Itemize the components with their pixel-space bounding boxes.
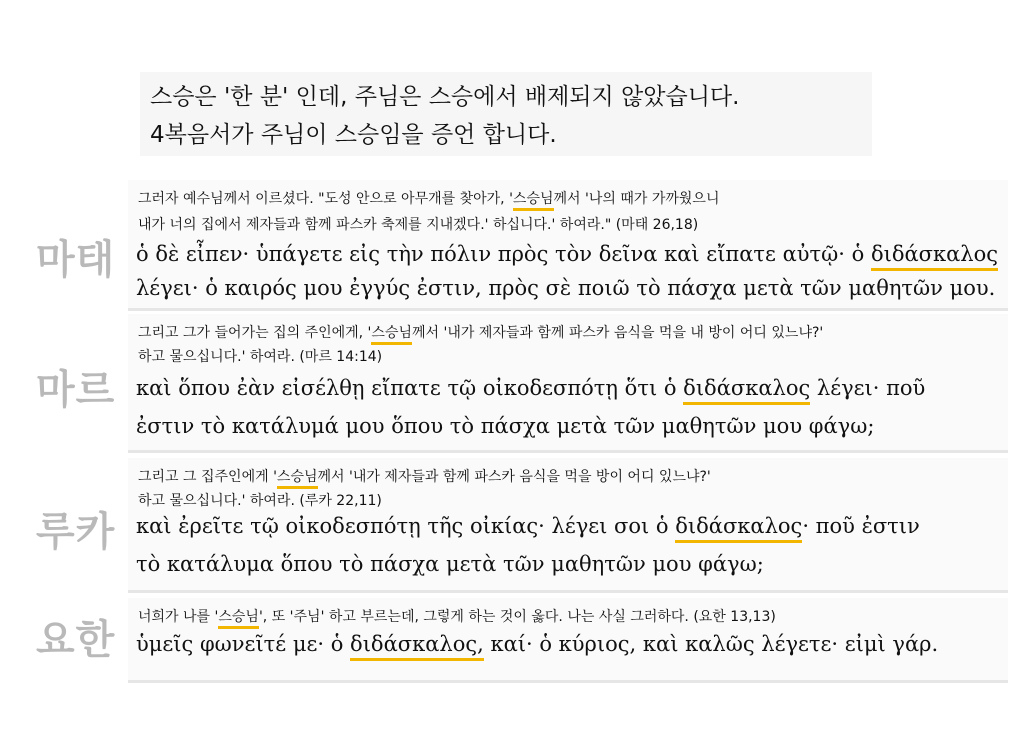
label-luke: 루카 — [36, 509, 116, 555]
highlight-teacher-korean: 스승님 — [513, 191, 554, 211]
matthew-greek-line-1: ὁ δὲ εἶπεν· ὑπάγετε εἰς τὴν πόλιν πρὸς τὸν δεῖνα καὶ εἴπατε αὐτῷ· ὁ διδάσκαλος — [136, 242, 998, 266]
matthew-korean-line-2: 내가 너의 집에서 제자들과 함께 파스카 축제를 지내겠다.' 하십니다.' 하여라." (마태 26,18) — [138, 217, 699, 233]
luke-korean-line-1: 그리고 그 집주인에게 '스승님께서 '내가 제자들과 함께 파스카 음식을 먹을 방이 어디 있느냐?' — [138, 466, 711, 486]
header-box — [140, 72, 872, 156]
highlight-didaskalos: διδάσκαλος — [871, 242, 998, 271]
mark-greek-line-1: καὶ ὅπου ἐὰν εἰσέλθῃ εἴπατε τῷ οἰκοδεσπότῃ ὅτι ὁ διδάσκαλος λέγει· ποῦ — [136, 376, 925, 400]
luke-greek-line-2: τὸ κατάλυμα ὅπου τὸ πάσχα μετὰ τῶν μαθητῶν μου φάγω; — [136, 552, 764, 576]
mark-korean-line-1: 그리고 그가 들어가는 집의 주인에게, '스승님께서 '내가 제자들과 함께 파스카 음식을 먹을 내 방이 어디 있느냐?' — [138, 322, 823, 342]
luke-greek-line-1: καὶ ἐρεῖτε τῷ οἰκοδεσπότῃ τῆς οἰκίας· λέγει σοι ὁ διδάσκαλος· ποῦ ἐστιν — [136, 514, 920, 538]
highlight-didaskalos: διδάσκαλος — [675, 514, 802, 543]
john-greek-line-1: ὑμεῖς φωνεῖτέ με· ὁ διδάσκαλος, καί· ὁ κύριος, καὶ καλῶς λέγετε· εἰμὶ γάρ. — [136, 632, 938, 656]
mark-greek-line-2: ἐστιν τὸ κατάλυμά μου ὅπου τὸ πάσχα μετὰ τῶν μαθητῶν μου φάγω; — [136, 414, 875, 438]
matthew-korean-line-1: 그러자 예수님께서 이르셨다. "도성 안으로 아무개를 찾아가, '스승님께서 '나의 때가 가까웠으니 — [138, 188, 719, 208]
john-korean-line-1: 너희가 나를 '스승님', 또 '주님' 하고 부르는데, 그렇게 하는 것이 옳다. 나는 사실 그러하다. (요한 13,13) — [138, 606, 776, 626]
label-mark: 마르 — [36, 367, 116, 413]
highlight-teacher-korean: 스승님 — [277, 469, 318, 489]
verse-block-luke — [128, 458, 1008, 593]
header-line-2: 4복음서가 주님이 스승임을 증언 합니다. — [150, 122, 557, 148]
highlight-didaskalos: διδάσκαλος, — [350, 632, 484, 661]
label-john: 요한 — [36, 617, 116, 663]
header-line-1: 스승은 '한 분' 인데, 주님은 스승에서 배제되지 않았습니다. — [150, 84, 740, 110]
verse-block-mark — [128, 314, 1008, 453]
label-matthew: 마태 — [36, 237, 116, 283]
verse-block-matthew — [128, 180, 1008, 311]
mark-korean-line-2: 하고 물으십니다.' 하여라. (마르 14:14) — [138, 349, 383, 365]
luke-korean-line-2: 하고 물으십니다.' 하여라. (루카 22,11) — [138, 493, 382, 509]
highlight-didaskalos: διδάσκαλος — [683, 376, 810, 405]
verse-block-john — [128, 598, 1008, 683]
matthew-greek-line-2: λέγει· ὁ καιρός μου ἐγγύς ἐστιν, πρὸς σὲ ποιῶ τὸ πάσχα μετὰ τῶν μαθητῶν μου. — [136, 276, 996, 300]
highlight-teacher-korean: 스승님 — [218, 609, 259, 629]
highlight-teacher-korean: 스승님 — [371, 325, 412, 345]
